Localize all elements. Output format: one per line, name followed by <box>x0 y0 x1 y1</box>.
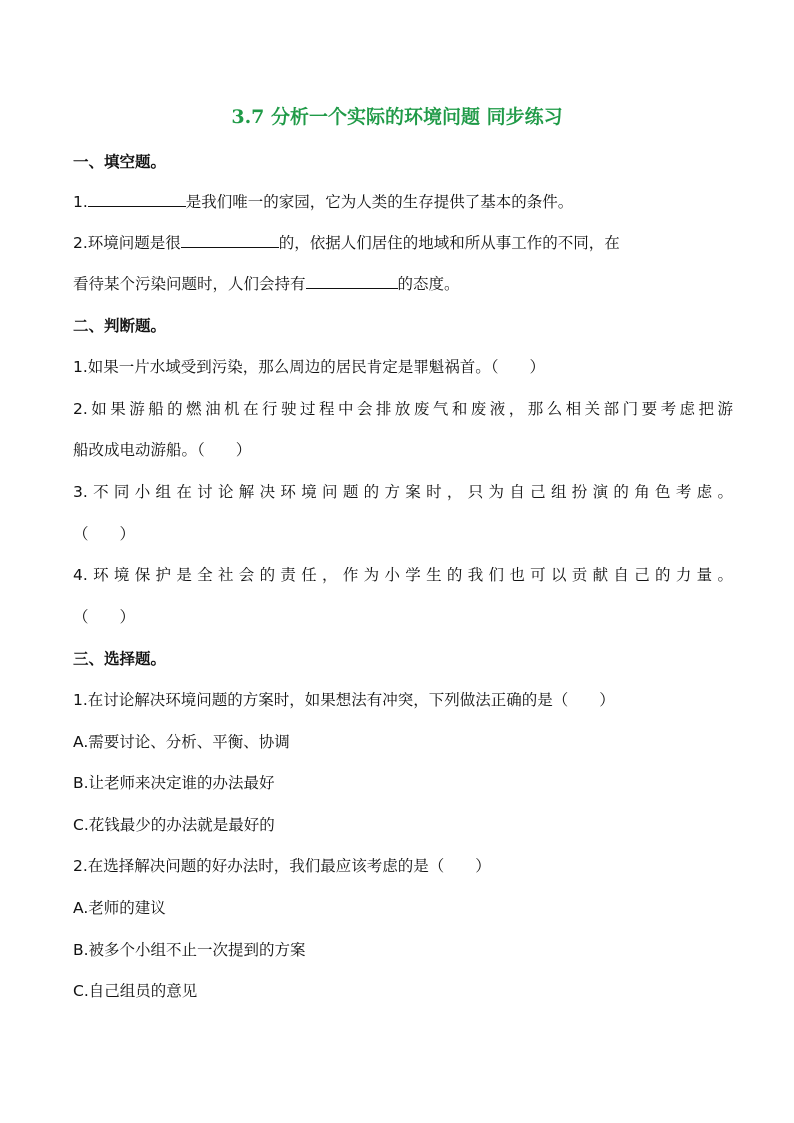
judge-question-2-line2: 船改成电动游船。（ ） <box>73 441 252 459</box>
section-heading-fill: 一、填空题。 <box>73 153 167 171</box>
judge-question-1: 1.如果一片水域受到污染，那么周边的居民肯定是罪魁祸首。（ ） <box>73 358 546 376</box>
judge-question-2-line1: 2.如果游船的燃油机在行驶过程中会排放废气和废液，那么相关部门要考虑把游 <box>73 400 733 418</box>
fill-question-2 <box>73 231 733 255</box>
section-heading-choice: 三、选择题。 <box>73 650 167 668</box>
choice-question-1: 1.在讨论解决环境问题的方案时，如果想法有冲突，下列做法正确的是（ ） <box>73 691 615 709</box>
judge-question-3-line1: 3.不同小组在讨论解决环境问题的方案时，只为自己组扮演的角色考虑。 <box>73 483 733 501</box>
fill-q2-prefix: 2.环境问题是很 <box>73 234 181 252</box>
fill-question-1 <box>73 190 733 214</box>
fill-q2-line2-text: 的态度。 <box>397 275 460 293</box>
choice-q2-option-a: A.老师的建议 <box>73 899 166 917</box>
fill-q1-blank[interactable] <box>88 190 186 207</box>
fill-question-2-line2 <box>73 272 733 296</box>
judge-question-4-line1: 4.环境保护是全社会的责任，作为小学生的我们也可以贡献自己的力量。 <box>73 566 733 584</box>
fill-q2-line2-prefix: 看待某个污染问题时，人们会持有 <box>73 275 306 293</box>
judge-question-4-line2: （ ） <box>73 608 136 626</box>
fill-q1-text: 是我们唯一的家园，它为人类的生存提供了基本的条件。 <box>185 193 574 211</box>
choice-q1-option-c: C.花钱最少的办法就是最好的 <box>73 816 275 834</box>
fill-q2-blank-2[interactable] <box>306 272 398 289</box>
section-heading-judge: 二、判断题。 <box>73 317 167 335</box>
fill-q1-prefix: 1. <box>73 193 88 211</box>
choice-question-2: 2.在选择解决问题的好办法时，我们最应该考虑的是（ ） <box>73 857 491 875</box>
choice-q2-option-b: B.被多个小组不止一次提到的方案 <box>73 941 306 959</box>
judge-question-3-line2: （ ） <box>73 525 136 543</box>
fill-q2-text: 的，依据人们居住的地域和所从事工作的不同，在 <box>278 234 620 252</box>
choice-q1-option-a: A.需要讨论、分析、平衡、协调 <box>73 733 290 751</box>
page-title: 3.7 分析一个实际的环境问题 同步练习 <box>231 106 563 128</box>
choice-q1-option-b: B.让老师来决定谁的办法最好 <box>73 774 275 792</box>
choice-q2-option-c: C.自己组员的意见 <box>73 982 198 1000</box>
fill-q2-blank-1[interactable] <box>181 231 279 248</box>
